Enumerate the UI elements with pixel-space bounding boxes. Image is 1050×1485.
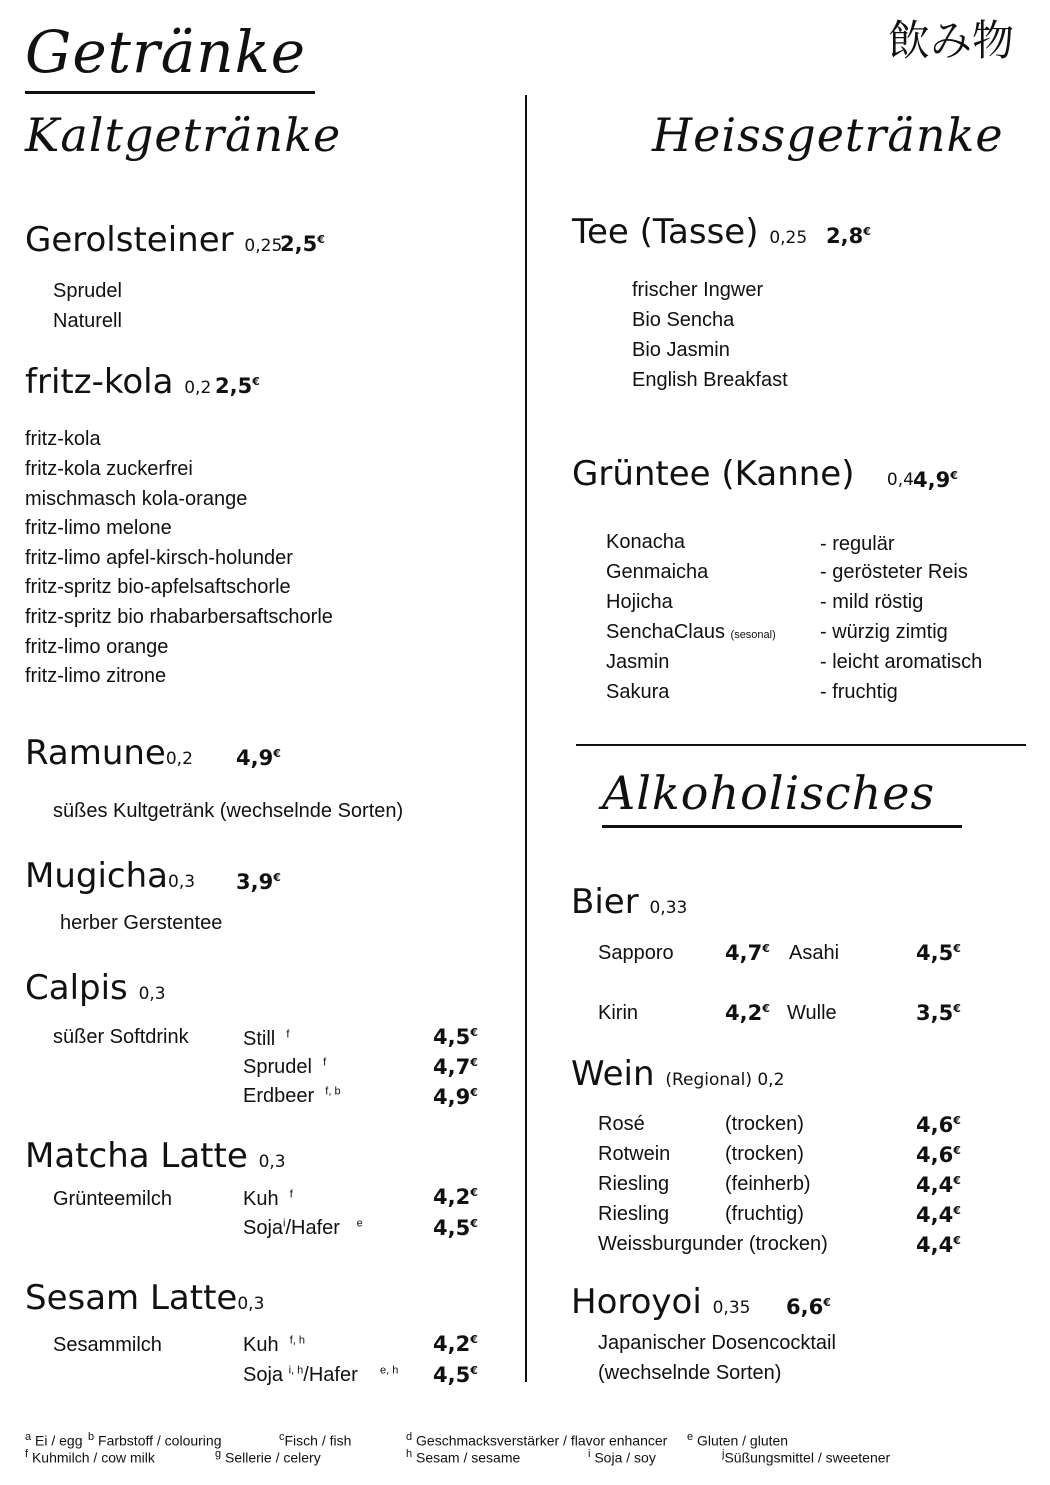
footnote: $^j$Süßungsmittel / sweetener — [722, 1448, 891, 1466]
japanese-title: 飲み物 — [888, 16, 1015, 65]
beer-name: Asahi — [789, 942, 840, 964]
mugicha-name: Mugicha — [25, 856, 168, 896]
footnote: $^i$ Soja / soy — [588, 1448, 656, 1466]
matcha-price: 4,2€ — [433, 1185, 478, 1209]
list-item: fritz-kola — [25, 428, 101, 450]
list-item: frischer Ingwer — [632, 279, 764, 301]
bier-name: Bier — [571, 882, 639, 922]
wine-type: (trocken) — [725, 1113, 804, 1135]
wine-price: 4,4€ — [916, 1233, 961, 1257]
sesam-variant: Kuh $^{f, h}$ — [243, 1334, 306, 1356]
footnote: $^g$ Sellerie / celery — [215, 1448, 321, 1466]
wine-type: (trocken) — [725, 1143, 804, 1165]
calpis-price: 4,5€ — [433, 1025, 478, 1049]
wein-name: Wein — [571, 1054, 655, 1094]
list-item: English Breakfast — [632, 369, 788, 391]
list-item: fritz-spritz bio-apfelsaftschorle — [25, 576, 291, 598]
tea-description: - fruchtig — [820, 681, 898, 703]
list-item: fritz-limo melone — [25, 517, 172, 539]
calpis-price: 4,7€ — [433, 1055, 478, 1079]
tea-name: Jasmin — [606, 651, 670, 673]
list-item: Sprudel — [53, 280, 122, 302]
gerolsteiner-price: 2,5€ — [280, 232, 325, 256]
gerolsteiner-size: 0,25 — [244, 236, 283, 256]
wine-price: 4,6€ — [916, 1143, 961, 1167]
list-item: mischmasch kola-orange — [25, 488, 248, 510]
fritzkola-heading — [25, 362, 211, 402]
gerolsteiner-name: Gerolsteiner — [25, 220, 234, 260]
tea-description: - regulär — [820, 533, 895, 555]
section-hot-drinks: Heissgetränke — [652, 108, 1004, 162]
list-item: fritz-kola zuckerfrei — [25, 458, 193, 480]
calpis-price: 4,9€ — [433, 1085, 478, 1109]
section-cold-drinks: Kaltgetränke — [25, 108, 342, 162]
footnote: $^c$Fisch / fish — [279, 1431, 352, 1449]
beer-price: 4,5€ — [916, 941, 961, 965]
list-item: fritz-spritz bio rhabarbersaftschorle — [25, 606, 333, 628]
footnote: $^f$ Kuhmilch / cow milk — [25, 1448, 155, 1466]
fritzkola-price: 2,5€ — [215, 374, 260, 398]
fritzkola-name: fritz-kola — [25, 362, 174, 402]
tea-name: Sakura — [606, 681, 670, 703]
horoyoi-description: Japanischer Dosencocktail — [598, 1332, 836, 1354]
calpis-variant: Still $^f$ — [243, 1028, 290, 1050]
tea-description: - würzig zimtig — [820, 621, 948, 643]
footnote: $^d$ Geschmacksverstärker / flavor enhancer — [406, 1431, 668, 1449]
horoyoi-price: 6,6€ — [786, 1295, 831, 1319]
gruentee-name: Grüntee (Kanne) — [572, 454, 855, 494]
sesam-variant: Soja $^{i, h}$/Hafer $^{e, h}$ — [243, 1364, 399, 1386]
horoyoi-size: 0,35 — [712, 1298, 751, 1318]
matcha-heading — [25, 1136, 286, 1176]
matcha-description: Grünteemilch — [53, 1188, 172, 1210]
sesam-name: Sesam Latte — [25, 1278, 238, 1318]
wine-name: Riesling — [598, 1173, 670, 1195]
calpis-description: süßer Softdrink — [53, 1026, 189, 1048]
divider — [576, 744, 1026, 746]
gruentee-heading — [572, 454, 914, 494]
matcha-price: 4,5€ — [433, 1216, 478, 1240]
alcohol-underline — [602, 825, 962, 828]
beer-price: 4,2€ — [725, 1001, 770, 1025]
horoyoi-description: (wechselnde Sorten) — [598, 1362, 782, 1384]
mugicha-size: 0,3 — [168, 872, 196, 892]
list-item: Bio Sencha — [632, 309, 735, 331]
sesam-size: 0,3 — [237, 1294, 265, 1314]
wine-type: (fruchtig) — [725, 1203, 804, 1225]
tea-name: Konacha — [606, 531, 685, 553]
wine-name: Rosé — [598, 1113, 645, 1135]
wine-price: 4,4€ — [916, 1173, 961, 1197]
tee-heading — [572, 212, 807, 252]
tea-name: Hojicha — [606, 591, 673, 613]
wine-price: 4,6€ — [916, 1113, 961, 1137]
tee-size: 0,25 — [769, 228, 808, 248]
sesam-price: 4,2€ — [433, 1332, 478, 1356]
ramune-description: süßes Kultgetränk (wechselnde Sorten) — [53, 800, 404, 822]
mugicha-description: herber Gerstentee — [60, 912, 223, 934]
list-item: fritz-limo orange — [25, 636, 169, 658]
title-underline — [25, 91, 315, 94]
footnote: $^e$ Gluten / gluten — [687, 1431, 789, 1449]
gerolsteiner-heading — [25, 220, 282, 260]
horoyoi-name: Horoyoi — [571, 1282, 702, 1322]
beer-price: 3,5€ — [916, 1001, 961, 1025]
matcha-name: Matcha Latte — [25, 1136, 248, 1176]
list-item: Naturell — [53, 310, 122, 332]
ramune-price: 4,9€ — [236, 746, 281, 770]
horoyoi-heading — [571, 1282, 750, 1322]
tee-price: 2,8€ — [826, 224, 871, 248]
tea-description: - mild röstig — [820, 591, 924, 613]
beer-name: Sapporo — [598, 942, 674, 964]
calpis-size: 0,3 — [138, 984, 166, 1004]
bier-heading — [571, 882, 687, 922]
section-alcohol: Alkoholisches — [602, 766, 936, 820]
wine-price: 4,4€ — [916, 1203, 961, 1227]
calpis-variant: Sprudel $^f$ — [243, 1056, 327, 1078]
tea-name: Genmaicha — [606, 561, 709, 583]
calpis-variant: Erdbeer $^{f, b}$ — [243, 1085, 341, 1107]
tee-name: Tee (Tasse) — [572, 212, 759, 252]
wein-heading — [571, 1054, 784, 1094]
beer-price: 4,7€ — [725, 941, 770, 965]
matcha-size: 0,3 — [258, 1152, 286, 1172]
matcha-variant: Kuh $^f$ — [243, 1188, 293, 1210]
mugicha-heading — [25, 856, 195, 896]
list-item: fritz-limo zitrone — [25, 665, 167, 687]
tea-name: SenchaClaus (sesonal) — [606, 621, 776, 643]
footnote: $^b$ Farbstoff / colouring — [88, 1431, 222, 1449]
bier-size: 0,33 — [649, 898, 688, 918]
beer-name: Wulle — [787, 1002, 837, 1024]
calpis-name: Calpis — [25, 968, 128, 1008]
calpis-heading — [25, 968, 166, 1008]
list-item: fritz-limo apfel-kirsch-holunder — [25, 547, 293, 569]
wine-type: (feinherb) — [725, 1173, 811, 1195]
tea-description: - gerösteter Reis — [820, 561, 968, 583]
wine-name: Riesling — [598, 1203, 670, 1225]
ramune-name: Ramune — [25, 733, 166, 773]
column-divider — [525, 95, 527, 1382]
sesam-heading — [25, 1278, 264, 1318]
sesam-price: 4,5€ — [433, 1363, 478, 1387]
tea-description: - leicht aromatisch — [820, 651, 983, 673]
mugicha-price: 3,9€ — [236, 870, 281, 894]
wine-name: Weissburgunder (trocken) — [598, 1233, 828, 1255]
wine-name: Rotwein — [598, 1143, 671, 1165]
footnote: $^a$ Ei / egg — [25, 1431, 83, 1449]
ramune-size: 0,2 — [165, 749, 193, 769]
matcha-variant: Soja$^i$/Hafer $^e$ — [243, 1217, 363, 1239]
gruentee-price: 4,9€ — [913, 468, 958, 492]
sesam-description: Sesammilch — [53, 1334, 162, 1356]
fritzkola-size: 0,2 — [184, 378, 212, 398]
page-title: Getränke — [25, 18, 307, 86]
footnote: $^h$ Sesam / sesame — [406, 1448, 521, 1466]
list-item: Bio Jasmin — [632, 339, 730, 361]
beer-name: Kirin — [598, 1002, 639, 1024]
ramune-heading — [25, 733, 193, 773]
gruentee-size: 0,4 — [886, 470, 914, 490]
wein-size: (Regional) 0,2 — [665, 1070, 785, 1090]
